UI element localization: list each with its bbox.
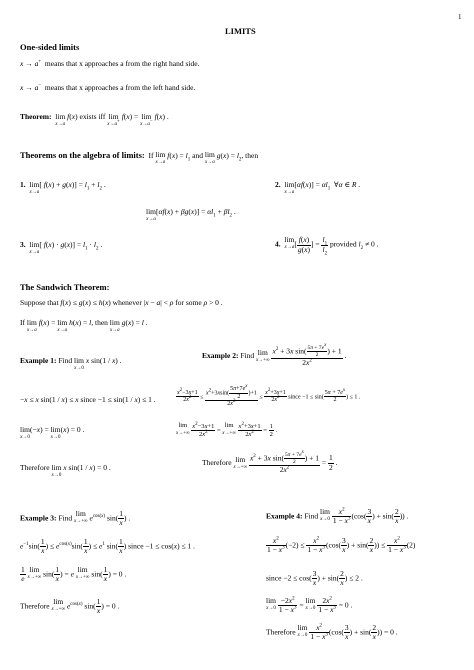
whenever-text: whenever — [112, 298, 142, 307]
example-4-therefore-text: Therefore — [266, 627, 296, 637]
theorem-label: Theorem: — [20, 112, 52, 121]
algebra-line: Theorems on the algebra of limits: If lim x→a $f(x) = l_1$ and lim x→a $g(x) = l_2$, then — [20, 150, 259, 165]
example-2-find: Find — [240, 350, 255, 360]
example-1-label: Example 1: — [20, 356, 57, 365]
sandwich-if: If lim x→a f(x) = lim x→a h(x) = l, then lim x→a g(x) = l . — [20, 318, 148, 333]
example-1-limits: lim x→0 (−x) = lim x→0 (x) = 0 . — [20, 425, 85, 440]
item-3-number: 3. — [20, 240, 26, 249]
example-4-limits: lim x→0 $\frac{-2x^2}{1 - x^3}$ = lim x→0 $\frac{2x^2}{1 - x^3}$ = 0 . — [266, 596, 353, 615]
sandwich-heading: The Sandwich Theorem: — [20, 282, 110, 292]
example-2-limits: lim x→+∞ $\frac{x^2-3x+1}{2x^2}$ = lim x→+∞ $\frac{x^2+3x+1}{2x^2}$ = $\frac{1}{2}$ . — [176, 421, 278, 439]
theorem-text: exists iff — [79, 112, 106, 121]
example-3-heading: Example 3: Find lim x→+∞ $e^{cos(x)}$ sin( $\frac{1}{x}$ ) . — [20, 509, 131, 528]
item-2-number: 2. — [275, 180, 281, 189]
algebra-then: , then — [241, 151, 259, 160]
example-4-since: since −2 ≤ cos( $\frac{3}{x}$ ) + sin( $\frac{2}{x}$ ) ≤ 2 . — [266, 569, 363, 588]
example-2-since: since — [288, 394, 301, 401]
example-1-find: Find — [58, 356, 73, 365]
example-2-heading: Example 2: Find lim x→+∞ $x^2 + 3x$ sin( $\frac{5\pi + 7e^x}{2}$ ) + 1 $2x^2$ . — [202, 343, 347, 368]
example-2-therefore: Therefore lim x→+∞ $x^2 + 3x$ sin( $\frac{5\pi + 7e^x}{2}$ ) + 1 $2x^2$ = $\frac{1}{2}$ . — [202, 450, 338, 475]
example-4-heading: Example 4: Find lim x→0 $\frac{x^2}{1 - x^3}$ (cos( $\frac{3}{x}$ ) + sin( $\frac{2}{x}$ )) . — [266, 507, 409, 526]
theorem-line: Theorem: lim x→a f(x) exists iff lim x→a+ f(x) = lim x→a− f(x) . — [20, 112, 169, 127]
item-1-number: 1. — [20, 180, 26, 189]
page-number: 1 — [458, 13, 462, 21]
example-3-therefore-text: Therefore — [20, 601, 50, 611]
example-3-since: since — [128, 541, 144, 551]
example-4-since-text: since — [266, 573, 282, 583]
sandwich-suppose: Suppose that f(x) ≤ g(x) ≤ h(x) whenever |x − a| < ρ for some ρ > 0 . — [20, 298, 223, 307]
example-1-bound: −x ≤ x sin(1 / x) ≤ x since −1 ≤ sin(1 / x) ≤ 1 . — [20, 395, 156, 404]
example-3-bound: $e^{-1}\sin$( $\frac{1}{x}$ ) ≤ $e^{cos(x)}\sin$( $\frac{1}{x}$ ) ≤ $e^1$ sin( $\frac{1}{x}$ ) since −1 ≤ cos(x) ≤ 1 . — [20, 537, 195, 556]
example-2-bound: $\frac{x^2-3x+1}{2x^2}$ ≤ $x^2+3xsin$( $\frac{5\pi+7e^x}{2}$ )+1 $2x^2$ ≤ $\frac{x^2+3x+1}{2x^2}$ since −1 ≤ sin( $\frac{5\pi + 7e^x}{2}$ ) ≤ 1 . — [177, 384, 361, 408]
suppose-text: Suppose that — [20, 298, 59, 307]
left-limit-text: means that x approaches a from the left hand side. — [44, 83, 196, 92]
example-2-therefore-text: Therefore — [202, 457, 232, 467]
example-1-since: since — [80, 395, 96, 404]
algebra-item-1: 1. lim x→a [ $f(x) + g(x)] = l_1 + l_2$ . — [20, 180, 106, 195]
example-4-label: Example 4: — [266, 511, 303, 521]
item-4-number: 4. — [275, 239, 281, 249]
algebra-heading: Theorems on the algebra of limits: — [20, 150, 145, 160]
algebra-item-4: 4. lim x→a [ $\frac{f(x)}{g(x)}$ ] = $\frac{l_1}{l_2}$ provided $l_2 \ne 0$ . — [275, 235, 379, 256]
page-title: LIMITS — [225, 26, 256, 36]
algebra-item-3: 3. lim x→a [ $f(x) \cdot g(x)] = l_1 \cdot l_2$ . — [20, 240, 103, 255]
example-1-therefore-text: Therefore — [20, 463, 50, 472]
example-4-find: Find — [304, 511, 319, 521]
if-text: If — [20, 318, 25, 327]
one-sided-heading: One-sided limits — [20, 42, 80, 52]
example-3-find: Find — [58, 513, 73, 523]
example-2-label: Example 2: — [202, 350, 239, 360]
example-4-bound: $\frac{x^2}{1 - x^3}$ (−2) ≤ $\frac{x^2}{1 - x^3}$ (cos( $\frac{3}{x}$ ) + sin( $\frac{2}{x}$ )) ≤ $\frac{x^2}{1 - x^3}$ (2) — [267, 536, 416, 555]
example-3-label: Example 3: — [20, 513, 57, 523]
example-3-limits: $\frac{1}{e}$ lim x→+∞ sin( $\frac{1}{x}$ ) = e lim x→+∞ sin( $\frac{1}{x}$ ) = 0 . — [21, 565, 127, 584]
example-3-therefore: Therefore lim x→+∞ $e^{cos(x)}$ sin( $\frac{1}{x}$ ) = 0 . — [20, 597, 120, 616]
algebra-if: If — [148, 151, 154, 160]
left-limit-line: x → a− means that x approaches a from the left hand side. — [20, 83, 196, 92]
right-limit-line: x → a+ means that x approaches a from the right hand side. — [20, 59, 200, 68]
for-some-text: for some — [175, 298, 202, 307]
algebra-item-2: 2. lim x→a $[\alpha f(x)] = \alpha l_1$ ∀α ∈ R . — [275, 180, 361, 195]
algebra-and: and — [192, 151, 203, 160]
then-text: , then — [91, 318, 108, 327]
example-4-therefore: Therefore lim x→0 $\frac{x^2}{1 - x^3}$ (cos( $\frac{3}{x}$ ) + sin( $\frac{2}{x}$ )) = 0 . — [266, 623, 398, 642]
example-1-therefore: Therefore lim x→0 x sin(1 / x) = 0 . — [20, 463, 111, 478]
example-1-heading: Example 1: Find lim x→0 x sin(1 / x) . — [20, 356, 122, 371]
algebra-linear: lim x→a $[\alpha f(x) + \beta g(x)] = \alpha l_1 + \beta l_2$ . — [146, 207, 236, 222]
right-limit-text: means that x approaches a from the right hand side. — [44, 59, 200, 68]
provided-text: provided — [329, 239, 357, 249]
